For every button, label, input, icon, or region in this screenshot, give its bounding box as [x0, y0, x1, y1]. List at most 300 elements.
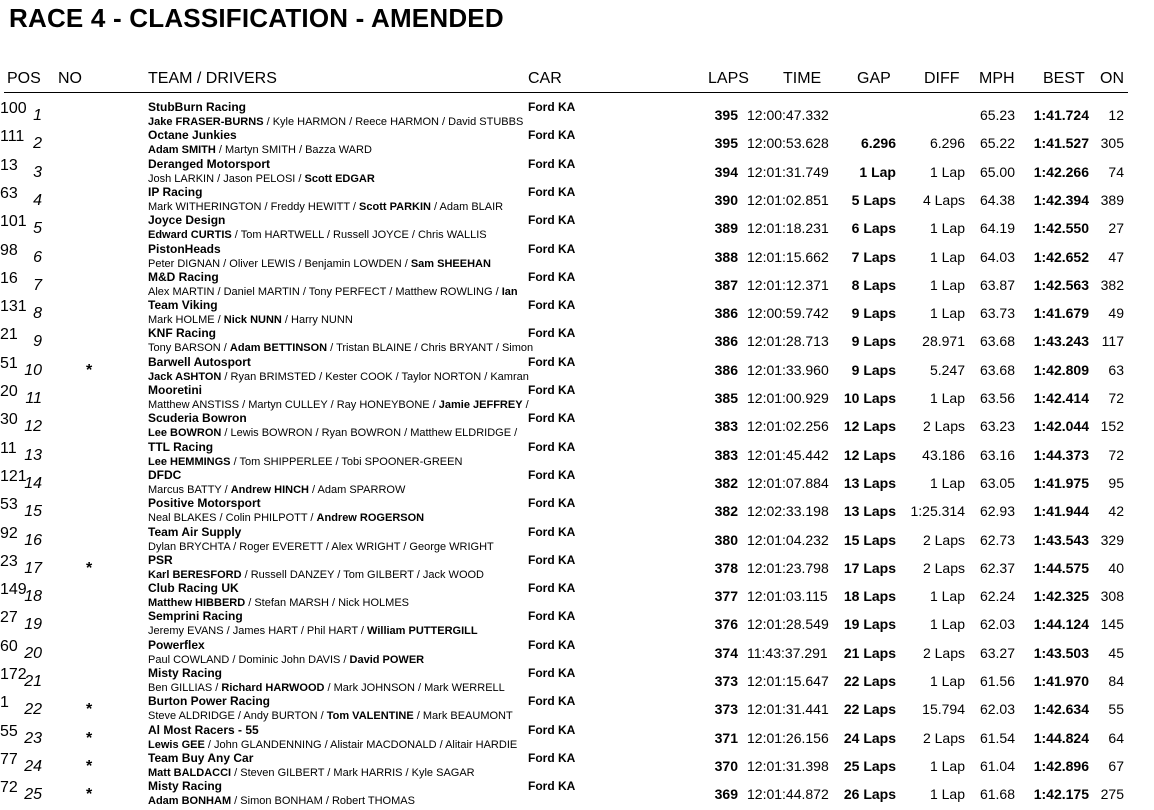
cell-no: 149: [0, 581, 27, 599]
lead-driver-name: Nick NUNN: [223, 314, 282, 327]
cell-diff: 2 Laps: [922, 531, 965, 548]
cell-car: Ford KA: [528, 524, 576, 539]
cell-time: 12:01:02.851: [747, 191, 829, 208]
cell-no: 20: [0, 383, 18, 400]
cell-time: 12:01:44.872: [747, 786, 829, 803]
cell-diff: 1 Lap: [929, 616, 965, 633]
cell-team: Scuderia Bowron: [148, 411, 247, 426]
cell-car: Ford KA: [528, 383, 576, 397]
cell-mph: 62.73: [979, 531, 1015, 548]
cell-no: 11: [0, 439, 17, 457]
driver-names: Mark WITHERINGTON / Freddy HEWITT /: [148, 200, 360, 213]
cell-gap: 25 Laps: [843, 757, 896, 774]
cell-team: Misty Racing: [148, 779, 223, 794]
cell-time: 12:01:31.441: [747, 701, 829, 718]
cell-no: 77: [0, 750, 18, 768]
cell-best: 1:42.896: [1033, 757, 1089, 774]
cell-on: 72: [1108, 446, 1124, 463]
cell-gap: 22 Laps: [843, 673, 896, 689]
cell-car: Ford KA: [528, 213, 576, 228]
driver-names: Peter DIGNAN / Oliver LEWIS / Benjamin LOWDEN /: [148, 257, 411, 270]
cell-on: 382: [1100, 276, 1124, 293]
cell-pos: 25: [24, 786, 42, 804]
cell-best: 1:41.970: [1033, 673, 1089, 689]
cell-team: Club Racing UK: [148, 581, 239, 596]
cell-drivers: [148, 484, 405, 496]
cell-drivers: [148, 710, 513, 722]
cell-car: Ford KA: [528, 184, 576, 199]
cell-car: Ford KA: [528, 722, 576, 737]
cell-mph: 64.03: [979, 248, 1015, 265]
cell-diff: 1 Lap: [929, 786, 965, 803]
cell-mph: 62.93: [979, 503, 1015, 520]
table-row: [0, 638, 1154, 666]
cell-on: 67: [1108, 757, 1124, 774]
cell-no: 92: [0, 524, 18, 542]
table-row: [0, 157, 1154, 185]
table-row: [0, 581, 1154, 609]
cell-on: 145: [1100, 616, 1124, 633]
cell-on: 275: [1100, 786, 1124, 803]
cell-mph: 61.56: [979, 673, 1015, 689]
cell-best: 1:44.824: [1033, 729, 1089, 746]
cell-mph: 63.87: [979, 276, 1015, 293]
cell-on: 55: [1108, 701, 1124, 718]
table-row: [0, 694, 1154, 722]
cell-car: Ford KA: [528, 354, 576, 369]
cell-pos: 2: [33, 135, 42, 153]
cell-gap: 10 Laps: [843, 390, 896, 406]
cell-mph: 63.68: [979, 333, 1015, 350]
lead-driver-name: Tom VALENTINE: [326, 710, 414, 723]
table-row: [0, 779, 1154, 807]
driver-names: / Tom HARTWELL / Russell JOYCE / Chris WALLIS: [231, 229, 487, 242]
cell-best: 1:42.044: [1033, 418, 1089, 435]
cell-pos: 14: [24, 474, 42, 492]
driver-names: / Russell DANZEY / Tom GILBERT / Jack WOOD: [241, 568, 484, 581]
cell-gap: 13 Laps: [843, 503, 896, 520]
cell-drivers: [148, 795, 415, 807]
table-row: [0, 355, 1154, 383]
cell-team: Barwell Autosport: [148, 354, 251, 369]
cell-gap: 12 Laps: [843, 446, 896, 463]
cell-best: 1:42.394: [1033, 191, 1089, 208]
cell-diff: 4 Laps: [922, 191, 965, 208]
cell-drivers: [148, 370, 529, 383]
cell-gap: 5 Laps: [851, 191, 896, 208]
lead-driver-name: Ian: [501, 285, 518, 298]
table-row: [0, 185, 1154, 213]
lead-driver-name: Lee HEMMINGS: [148, 455, 231, 468]
cell-mph: 65.23: [979, 107, 1015, 123]
cell-on: 47: [1108, 248, 1124, 265]
cell-pos: 11: [25, 390, 42, 407]
cell-diff: 1 Lap: [929, 163, 965, 180]
header-mph: MPH: [979, 70, 1015, 87]
cell-drivers: [148, 144, 372, 156]
cell-on: 42: [1108, 503, 1124, 520]
cell-diff: 1 Lap: [929, 220, 965, 237]
driver-names: / Simon BONHAM / Robert THOMAS: [231, 795, 415, 808]
cell-diff: 2 Laps: [922, 559, 965, 576]
driver-names: /: [522, 399, 529, 411]
cell-no: 30: [0, 411, 18, 429]
cell-drivers: [148, 173, 375, 185]
cell-drivers: [148, 625, 478, 637]
cell-mph: 61.04: [979, 757, 1015, 774]
driver-names: / Martyn SMITH / Bazza WARD: [215, 144, 372, 157]
cell-drivers: [148, 682, 505, 694]
cell-team: Team Air Supply: [148, 524, 242, 539]
driver-names: / Harry NUNN: [281, 314, 353, 327]
cell-gap: 22 Laps: [843, 701, 896, 718]
cell-time: 12:02:33.198: [747, 503, 829, 520]
cell-best: 1:44.124: [1033, 616, 1089, 633]
driver-names: Josh LARKIN / Jason PELOSI /: [148, 172, 305, 185]
cell-drivers: [148, 512, 424, 524]
driver-names: / Adam SPARROW: [308, 483, 406, 496]
cell-laps: 383: [714, 446, 738, 463]
cell-best: 1:43.243: [1033, 333, 1089, 350]
header-no: NO: [58, 70, 82, 87]
cell-diff: 2 Laps: [922, 729, 965, 746]
cell-diff: 1 Lap: [929, 757, 965, 774]
cell-mph: 63.73: [979, 305, 1015, 322]
cell-diff: 1 Lap: [929, 305, 965, 322]
cell-star: *: [86, 757, 93, 775]
header-car: CAR: [528, 70, 562, 87]
driver-names: Neal BLAKES / Colin PHILPOTT /: [148, 512, 317, 525]
cell-laps: 387: [714, 276, 738, 293]
cell-time: 12:01:07.884: [747, 474, 829, 491]
cell-best: 1:42.266: [1033, 163, 1089, 180]
cell-laps: 377: [714, 588, 738, 605]
cell-diff: 15.794: [922, 701, 965, 718]
lead-driver-name: Scott PARKIN: [359, 200, 431, 213]
cell-team: KNF Racing: [148, 326, 217, 341]
cell-no: 121: [0, 467, 27, 485]
cell-no: 100: [0, 100, 27, 117]
cell-star: *: [86, 729, 93, 747]
driver-names: / John GLANDENNING / Alistair MACDONALD / Alitair HARDIE: [204, 738, 518, 751]
header-divider: [4, 92, 1128, 93]
cell-on: 12: [1108, 107, 1124, 123]
cell-team: PSR: [148, 552, 173, 567]
cell-time: 11:43:37.291: [747, 644, 828, 661]
cell-best: 1:42.563: [1033, 276, 1089, 293]
cell-mph: 64.19: [979, 220, 1015, 237]
cell-drivers: [148, 654, 424, 666]
cell-best: 1:42.634: [1033, 701, 1089, 718]
cell-team: Mooretini: [148, 383, 202, 397]
cell-mph: 65.22: [979, 135, 1015, 152]
cell-best: 1:42.175: [1033, 786, 1089, 803]
cell-pos: 10: [24, 361, 42, 379]
table-header: [0, 70, 1154, 90]
cell-best: 1:41.527: [1033, 135, 1089, 152]
cell-no: 63: [0, 184, 18, 202]
lead-driver-name: Matt BALDACCI: [148, 766, 232, 779]
table-row: [0, 525, 1154, 553]
cell-time: 12:00:53.628: [747, 135, 829, 152]
cell-no: 98: [0, 241, 18, 259]
cell-pos: 13: [24, 446, 42, 464]
driver-names: Jeremy EVANS / James HART / Phil HART /: [148, 625, 368, 638]
driver-names: / Mark BEAUMONT: [413, 710, 513, 723]
cell-gap: 8 Laps: [851, 276, 896, 293]
cell-on: 64: [1108, 729, 1124, 746]
cell-on: 84: [1108, 673, 1124, 689]
cell-team: Octane Junkies: [148, 128, 237, 143]
cell-time: 12:01:12.371: [747, 276, 829, 293]
cell-best: 1:42.652: [1033, 248, 1089, 265]
cell-no: 1: [0, 694, 9, 712]
lead-driver-name: Edward CURTIS: [148, 229, 232, 242]
cell-pos: 3: [33, 163, 42, 181]
cell-gap: 7 Laps: [851, 248, 896, 265]
header-team-drivers: TEAM / DRIVERS: [148, 70, 277, 87]
cell-time: 12:01:28.549: [747, 616, 829, 633]
table-row: [0, 609, 1154, 637]
cell-mph: 65.00: [979, 163, 1015, 180]
driver-names: Mark HOLME /: [148, 314, 224, 327]
cell-drivers: [148, 314, 353, 326]
cell-pos: 1: [33, 107, 42, 124]
cell-diff: 1 Lap: [929, 673, 965, 689]
lead-driver-name: David POWER: [349, 653, 425, 666]
table-row: [0, 298, 1154, 326]
cell-mph: 64.38: [979, 191, 1015, 208]
driver-names: / Tom SHIPPERLEE / Tobi SPOONER-GREEN: [230, 455, 463, 468]
driver-names: / Stefan MARSH / Nick HOLMES: [245, 597, 409, 610]
cell-team: IP Racing: [148, 184, 203, 199]
lead-driver-name: William PUTTERGILL: [367, 625, 478, 638]
cell-time: 12:00:47.332: [747, 107, 829, 123]
cell-car: Ford KA: [528, 100, 576, 114]
cell-no: 27: [0, 609, 18, 627]
cell-laps: 386: [714, 333, 738, 350]
cell-diff: 1 Lap: [929, 390, 965, 406]
header-time: TIME: [783, 70, 822, 87]
cell-no: 172: [0, 666, 27, 683]
cell-no: 53: [0, 496, 18, 514]
cell-best: 1:43.543: [1033, 531, 1089, 548]
cell-team: Powerflex: [148, 637, 205, 652]
cell-pos: 18: [24, 588, 42, 606]
cell-time: 12:01:18.231: [747, 220, 829, 237]
cell-star: *: [86, 559, 93, 577]
cell-gap: 12 Laps: [843, 418, 896, 435]
cell-drivers: [148, 541, 494, 553]
cell-best: 1:42.414: [1033, 390, 1089, 406]
cell-drivers: [148, 569, 484, 581]
cell-laps: 395: [714, 135, 738, 152]
cell-gap: 6.296: [860, 135, 896, 152]
cell-time: 12:01:33.960: [747, 361, 829, 378]
cell-time: 12:01:31.749: [747, 163, 829, 180]
driver-names: Steve ALDRIDGE / Andy BURTON /: [148, 710, 327, 723]
cell-diff: 5.247: [929, 361, 965, 378]
cell-car: Ford KA: [528, 467, 576, 482]
cell-mph: 61.68: [979, 786, 1015, 803]
cell-best: 1:41.975: [1033, 474, 1089, 491]
cell-diff: 1 Lap: [929, 276, 965, 293]
cell-drivers: [148, 342, 534, 355]
cell-car: Ford KA: [528, 496, 576, 511]
lead-driver-name: Andrew HINCH: [230, 483, 309, 496]
cell-diff: 6.296: [929, 135, 965, 152]
table-row: [0, 411, 1154, 439]
driver-names: Ben GILLIAS /: [148, 682, 222, 694]
cell-pos: 16: [24, 531, 42, 549]
cell-team: M&D Racing: [148, 269, 219, 284]
cell-laps: 380: [714, 531, 738, 548]
cell-gap: 15 Laps: [843, 531, 896, 548]
cell-laps: 376: [714, 616, 738, 633]
cell-team: Positive Motorsport: [148, 496, 261, 511]
cell-car: Ford KA: [528, 298, 576, 313]
cell-car: Ford KA: [528, 694, 576, 709]
lead-driver-name: Sam SHEEHAN: [410, 257, 491, 270]
driver-names: / Kyle HARMON / Reece HARMON / David STUBBS: [263, 116, 524, 128]
table-row: [0, 666, 1154, 694]
cell-pos: 9: [33, 333, 42, 351]
cell-team: PistonHeads: [148, 241, 221, 256]
cell-on: 305: [1100, 135, 1124, 152]
cell-no: 16: [0, 269, 18, 287]
cell-pos: 20: [24, 644, 42, 662]
lead-driver-name: Lee BOWRON: [148, 427, 222, 440]
driver-names: / Lewis BOWRON / Ryan BOWRON / Matthew ELDRIDGE /: [221, 427, 518, 440]
cell-mph: 62.37: [979, 559, 1015, 576]
cell-time: 12:01:23.798: [747, 559, 829, 576]
table-row: [0, 553, 1154, 581]
cell-gap: 24 Laps: [843, 729, 896, 746]
cell-team: StubBurn Racing: [148, 100, 246, 114]
cell-pos: 5: [33, 220, 42, 238]
cell-gap: 26 Laps: [843, 786, 896, 803]
cell-best: 1:42.325: [1033, 588, 1089, 605]
cell-star: *: [86, 786, 93, 804]
cell-diff: 28.971: [922, 333, 965, 350]
cell-diff: 1 Lap: [929, 474, 965, 491]
cell-laps: 382: [714, 474, 738, 491]
cell-pos: 15: [24, 503, 42, 521]
cell-laps: 370: [714, 757, 738, 774]
header-laps: LAPS: [708, 70, 749, 87]
driver-names: Matthew ANSTISS / Martyn CULLEY / Ray HONEYBONE /: [148, 399, 439, 411]
lead-driver-name: Adam BETTINSON: [229, 342, 328, 355]
cell-pos: 23: [24, 729, 42, 747]
cell-car: Ford KA: [528, 552, 576, 567]
lead-driver-name: Andrew ROGERSON: [316, 512, 425, 525]
lead-driver-name: Jack ASHTON: [148, 370, 222, 383]
cell-no: 131: [0, 298, 27, 316]
cell-laps: 382: [714, 503, 738, 520]
lead-driver-name: Scott EDGAR: [304, 172, 375, 185]
cell-time: 12:00:59.742: [747, 305, 829, 322]
header-pos: POS: [7, 70, 41, 87]
driver-names: Marcus BATTY /: [148, 483, 231, 496]
cell-car: Ford KA: [528, 241, 576, 256]
cell-laps: 378: [714, 559, 738, 576]
cell-time: 12:01:28.713: [747, 333, 829, 350]
cell-time: 12:01:15.647: [747, 673, 829, 689]
cell-on: 40: [1108, 559, 1124, 576]
cell-on: 152: [1100, 418, 1124, 435]
cell-mph: 62.03: [979, 616, 1015, 633]
cell-drivers: [148, 201, 503, 213]
cell-time: 12:01:26.156: [747, 729, 829, 746]
cell-laps: 373: [714, 701, 738, 718]
cell-mph: 63.68: [979, 361, 1015, 378]
cell-laps: 386: [714, 305, 738, 322]
cell-car: Ford KA: [528, 156, 576, 171]
cell-gap: 9 Laps: [851, 333, 896, 350]
header-best: BEST: [1043, 70, 1085, 87]
lead-driver-name: Jamie JEFFREY: [438, 399, 523, 411]
header-gap: GAP: [857, 70, 891, 87]
cell-drivers: [148, 229, 487, 241]
driver-names: Alex MARTIN / Daniel MARTIN / Tony PERFECT / Matthew ROWLING /: [148, 285, 502, 298]
cell-no: 72: [0, 779, 18, 797]
cell-star: *: [86, 361, 93, 379]
lead-driver-name: Richard HARWOOD: [221, 682, 325, 694]
cell-diff: 1:25.314: [910, 503, 965, 520]
lead-driver-name: Matthew HIBBERD: [148, 597, 246, 610]
cell-laps: 383: [714, 418, 738, 435]
cell-time: 12:01:03.115: [747, 588, 828, 605]
cell-laps: 395: [714, 107, 738, 123]
cell-time: 12:01:04.232: [747, 531, 829, 548]
cell-pos: 6: [33, 248, 42, 266]
lead-driver-name: Karl BERESFORD: [148, 568, 242, 581]
cell-mph: 63.16: [979, 446, 1015, 463]
cell-car: Ford KA: [528, 779, 576, 794]
cell-car: Ford KA: [528, 750, 576, 765]
cell-no: 60: [0, 637, 18, 655]
cell-car: Ford KA: [528, 637, 576, 652]
cell-no: 21: [0, 326, 18, 344]
cell-on: 329: [1100, 531, 1124, 548]
cell-drivers: [148, 597, 409, 609]
cell-diff: 2 Laps: [922, 644, 965, 661]
cell-pos: 22: [24, 701, 42, 719]
cell-time: 12:01:02.256: [747, 418, 829, 435]
lead-driver-name: Jake FRASER-BURNS: [148, 116, 264, 128]
cell-drivers: [148, 739, 517, 751]
cell-on: 74: [1108, 163, 1124, 180]
cell-best: 1:44.575: [1033, 559, 1089, 576]
cell-diff: 43.186: [922, 446, 965, 463]
lead-driver-name: Adam BONHAM: [148, 795, 232, 808]
cell-pos: 7: [33, 276, 42, 294]
cell-time: 12:01:15.662: [747, 248, 829, 265]
cell-mph: 62.24: [979, 588, 1015, 605]
cell-on: 389: [1100, 191, 1124, 208]
driver-names: Paul COWLAND / Dominic John DAVIS /: [148, 653, 350, 666]
cell-best: 1:42.550: [1033, 220, 1089, 237]
cell-mph: 63.27: [979, 644, 1015, 661]
driver-names: / Ryan BRIMSTED / Kester COOK / Taylor NORTON / Kamran: [221, 370, 529, 383]
driver-names: Dylan BRYCHTA / Roger EVERETT / Alex WRIGHT / George WRIGHT: [148, 540, 494, 553]
driver-names: / Mark JOHNSON / Mark WERRELL: [324, 682, 505, 694]
table-row: [0, 100, 1154, 128]
cell-on: 308: [1100, 588, 1124, 605]
table-row: [0, 270, 1154, 298]
cell-laps: 369: [714, 786, 738, 803]
cell-best: 1:41.679: [1033, 305, 1089, 322]
